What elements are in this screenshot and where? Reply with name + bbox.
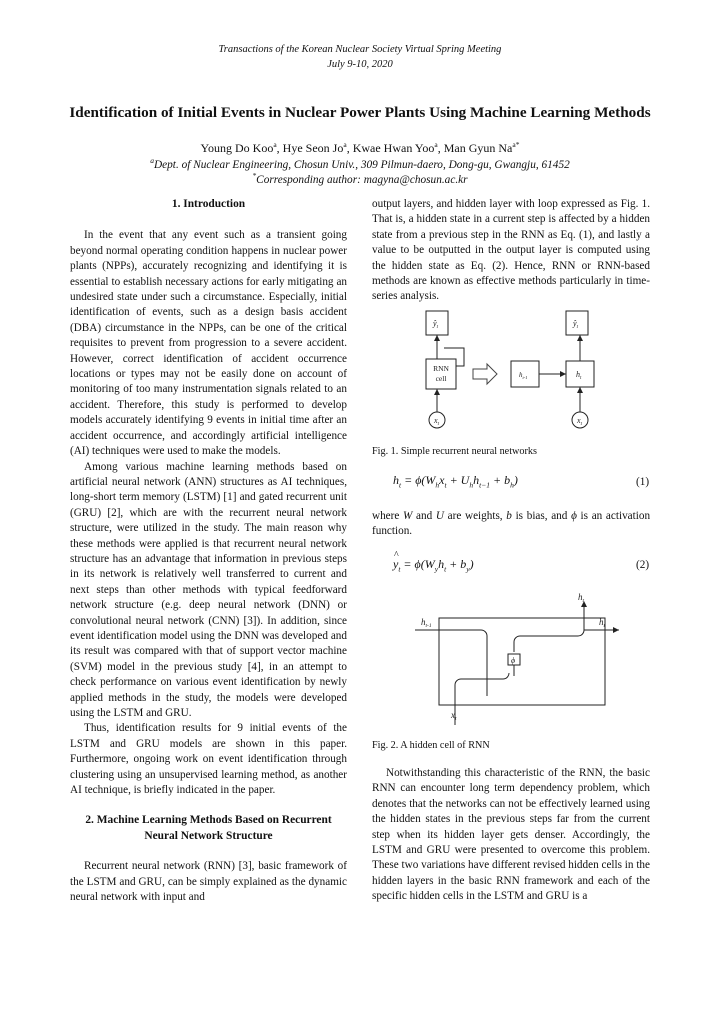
section-2-paragraph-1: Recurrent neural network (RNN) [3], basic framework of the LSTM and GRU, can be simply explained as the dynamic neural network with input and	[70, 860, 347, 904]
figure-2-diagram	[415, 592, 620, 727]
left-column	[70, 197, 347, 905]
svg-text:xt: $x_t$	[577, 416, 582, 427]
intro-paragraph-1: In the event that any event such as a transient going beyond normal operating condition happens in nuclear power plants (NPPs), accurately recognizing and identifying it is essential to establish necessary actions for early mitigating an undesired state under such a circumstance. Especially, initial identification of events, such as a design basis accident (DBA) circumstance in the NPPs, can be one of the critical requisites to prevent from progression to a severe accident. However, correct identification of accident occurrence locations or types may not be easily done on account of monitoring of too many instrumentation signals related to an accident. Therefore, this study is performed to develop models accurately identifying 9 events in initial time after an accident occurrence, and accordingly artificial intelligence (AI) techniques were used to make the models.	[70, 229, 347, 458]
figure-1-caption: Fig. 1. Simple recurrent neural networks	[372, 446, 537, 457]
author-4: Man Gyun Na	[443, 141, 513, 155]
author-3: Kwae Hwan Yoo	[352, 141, 435, 155]
equation-2: ^ $y_t = \phi(W_yh_t + b_y)$	[393, 557, 474, 573]
hidden-node	[566, 361, 594, 387]
rnn-cell-label-1: RNN	[433, 364, 449, 373]
svg-text:ht: $h_t$	[599, 617, 606, 629]
corresponding-email: *Corresponding author: magyna@chosun.ac.kr	[252, 171, 468, 186]
rnn-cell-label-2: cell	[435, 374, 447, 383]
paper-title: Identification of Initial Events in Nuclear Power Plants Using Machine Learning Methods	[69, 104, 651, 121]
intro-paragraph-3: Thus, identification results for 9 initial events of the LSTM and GRU models are shown in this paper. Furthermore, ongoing work on event identification through clustering using an unsupervised learning method, as another AI technique, is briefly indicated in the paper.	[70, 722, 347, 797]
equation-1: $h_t = \phi(W_hx_t + U_hh_{t-1} + b_h)$	[393, 473, 518, 490]
intro-paragraph-2: Among various machine learning methods based on artificial neural network (ANN) structures as AI techniques, long-short term memory (LSTM) [1] and gated recurrent unit (GRU) [2], which are with the recurrent neural network structure, were utilized in the study. The main reason why these methods were applied is that recurrent neural network structure has an advantage that information in previous steps in its network is relatively well transferred to current and next steps than other methods with typical feedforward network structure (e.g. deep neural network (DNN) or convolutional neural network (CNN) [3]). In addition, since event identification model using the DNN was developed and its result was compared with that of support vector machine (SVM) model in the previous study [4], in an attempt to check performance on various event identification by newly applied methods in the study, the models were developed using the LSTM and GRU.	[70, 460, 347, 719]
svg-text:ϕ: ϕ	[511, 656, 516, 665]
author-2: Hye Seon Jo	[282, 141, 344, 155]
equation-2-number: (2)	[636, 559, 650, 571]
right-paragraph-1: output layers, and hidden layer with loop expressed as Fig. 1. That is, a hidden state in a current step is affected by a hidden state from a previous step in the RNN as Eq. (1), and lastly a value to be outputted in the output layer is computed using the hidden state as Eq. (2). Hence, RNN or RNN-based methods are known as effective methods particularly in time-series analysis.	[372, 198, 650, 303]
right-column-bottom	[372, 766, 650, 905]
svg-text:ht-1: $h_{t-1}$	[421, 617, 432, 629]
svg-text:ht: $h_t$	[578, 592, 585, 604]
hidden-cell-box	[439, 618, 605, 705]
figure-2-caption: Fig. 2. A hidden cell of RNN	[372, 740, 490, 751]
section-1-heading: 1. Introduction	[171, 198, 246, 210]
section-2-heading-line-1: 2. Machine Learning Methods Based on Recurrent	[85, 814, 332, 827]
author-1: Young Do Koo	[200, 141, 274, 155]
svg-text:ht: $h_t$	[576, 370, 582, 381]
header-line-1: Transactions of the Korean Nuclear Society Virtual Spring Meeting	[218, 44, 502, 55]
equation-1-number: (1)	[636, 476, 650, 488]
section-2-heading-line-2: Neural Network Structure	[144, 829, 273, 842]
conference-header	[0, 42, 720, 72]
author-list: Young Do Koo$^a$, Hye Seon Jo$^a$, Kwae Hwan Yoo$^a$, Man Gyun $Na^{a*}$	[200, 140, 520, 155]
svg-text:ŷt: $ŷ_t$	[433, 319, 438, 330]
svg-text:xt: $x_t$	[451, 710, 457, 722]
header-line-2: July 9-10, 2020	[327, 59, 393, 70]
output-node-right	[566, 311, 588, 335]
output-node-left	[426, 311, 448, 335]
right-paragraph-2: Notwithstanding this characteristic of the RNN, the basic RNN can encounter long term dependency problem, which denotes that the networks can not be effectively learned using the hidden states in the previous steps far from the current step when its hidden layer gets denser. Accordingly, the LSTM and GRU were presented to overcome this problem. These two variations have different revised hidden cells in the hidden layers in the basic RNN framework and each of the specific hidden cells in the LSTM and GRU is a	[372, 767, 650, 903]
svg-text:ŷt: $ŷ_t$	[573, 319, 578, 330]
figure-1-diagram	[415, 310, 615, 442]
affiliation: $^a$Dept. of Nuclear Engineering, Chosun Univ., 309 Pilmun-daero, Dong-gu, Gwangju, 61452	[150, 156, 570, 171]
hidden-prev-node	[511, 361, 539, 387]
right-column-top	[372, 197, 650, 305]
transform-arrow-icon	[473, 364, 497, 384]
svg-text:xt: $x_t$	[434, 416, 439, 427]
where-paragraph: where W and U are weights, b is bias, and ϕ is an activation function.	[372, 510, 651, 538]
svg-text:ht-1: $h_{t-1}$	[519, 371, 528, 380]
